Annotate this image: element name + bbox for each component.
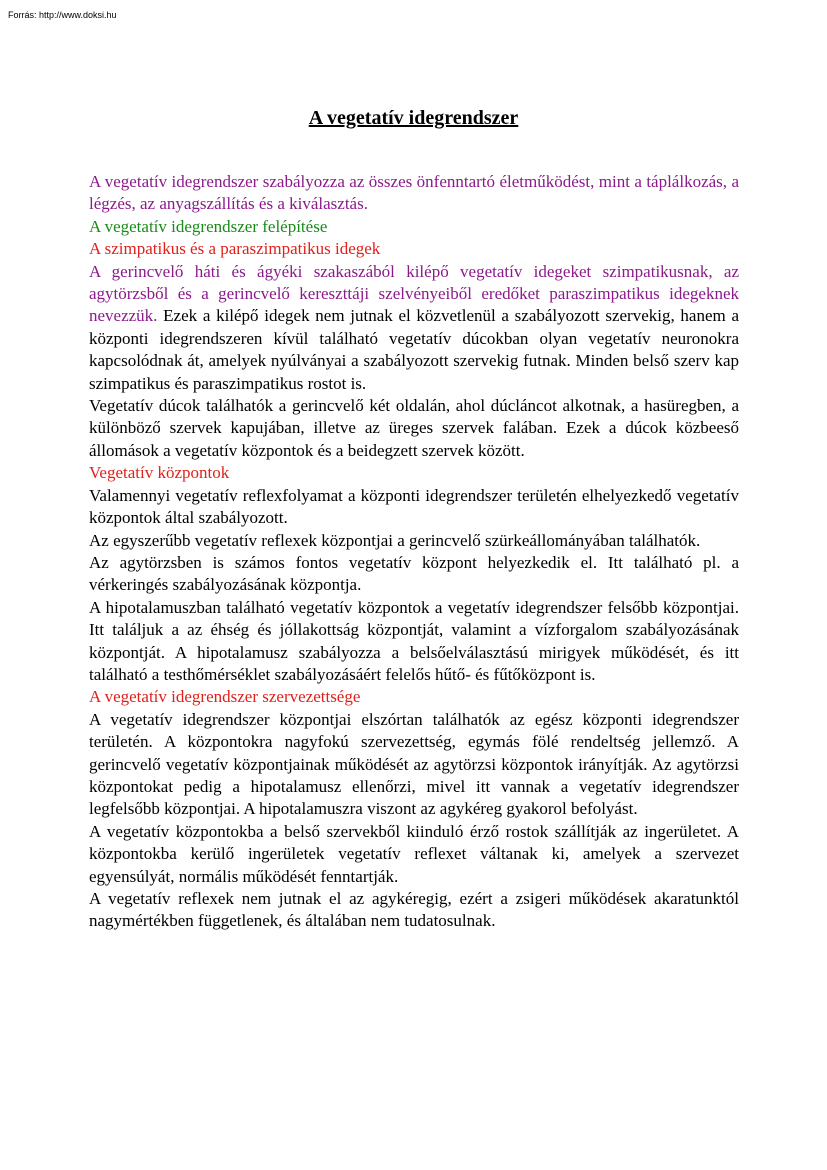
- heading-organization: A vegetatív idegrendszer szervezettsége: [89, 687, 361, 707]
- nerves-definition: A gerincvelő háti és ágyéki szakaszából kilépő vegetatív idegeket szimpatikusnak, az agytörzsből és a gerincvelő kereszttáji szelvényeiből eredőket paraszimpatikus idegeknek nevezzük.: [89, 261, 739, 326]
- heading-centers: Vegetatív központok: [89, 463, 230, 483]
- organization-paragraph: A vegetatív reflexek nem jutnak el az agykéregig, ezért a zsigeri működések akaratunktól nagymértékben függetlenek, és általában nem tudatosulnak.: [89, 889, 739, 931]
- nerves-description: Ezek a kilépő idegek nem jutnak el közvetlenül a szabályozott szervekig, hanem a központi idegrendszeren kívül található vegetatív dúcokban olyan vegetatív neuronokra kapcsolódnak át, amelyek nyúlványai a szabályozott szervekig futnak. Minden belső szerv kap szimpatikus és paraszimpatikus rostot is.: [89, 306, 739, 393]
- page-title: A vegetatív idegrendszer: [308, 107, 519, 129]
- heading-sympathetic: A szimpatikus és a paraszimpatikus idegek: [89, 239, 381, 259]
- organization-paragraph: A vegetatív központokba a belső szervekből kiinduló érző rostok szállítják az ingerületet. A központokba kerülő ingerületek vegetatív reflexet váltanak ki, amelyek a szervezet egyensúlyát, normális működését fenntartják.: [89, 821, 739, 886]
- centers-paragraph: Az agytörzsben is számos fontos vegetatív központ helyezkedik el. Itt található pl. a vérkeringés szabályozásának központja.: [89, 552, 739, 595]
- source-url: Forrás: http://www.doksi.hu: [8, 10, 117, 20]
- ganglia-paragraph: Vegetatív dúcok találhatók a gerincvelő két oldalán, ahol dúcláncot alkotnak, a hasüregben, a különböző szervek kapujában, illetve az üreges szervek falában. Ezek a dúcok közbeeső állomások a vegetatív központok és a beidegzett szervek között.: [89, 396, 739, 460]
- document-body: [89, 171, 739, 933]
- heading-structure: A vegetatív idegrendszer felépítése: [89, 216, 328, 236]
- organization-paragraph: A vegetatív idegrendszer központjai elszórtan találhatók az egész központi idegrendszer területén. A központokra nagyfokú szervezettség, egymás fölé rendeltség jellemző. A gerincvelő vegetatív központjainak működését az agytörzsi központok irányítják. Az agytörzsi központokat pedig a hipotalamusz ellenőrzi, mivel itt vannak a vegetatív idegrendszer legfelsőbb központjai. A hipotalamuszra viszont az agykéreg gyakorol befolyást.: [89, 709, 739, 819]
- centers-paragraph: A hipotalamuszban található vegetatív központok a vegetatív idegrendszer felsőbb központjai. Itt találjuk a az éhség és jóllakottság központját, valamint a vízforgalom szabályozásának központját. A hipotalamusz szabályozza a belsőelválasztású mirigyek működését, és itt található a testhőmérséklet szabályozásáért felelős hűtő- és fűtőközpont is.: [89, 597, 739, 684]
- nerves-paragraph: [89, 261, 739, 395]
- centers-paragraph: Az egyszerűbb vegetatív reflexek központjai a gerincvelő szürkeállományában találhatók.: [89, 530, 701, 550]
- intro-paragraph: A vegetatív idegrendszer szabályozza az összes önfenntartó életműködést, mint a táplálkozás, a légzés, az anyagszállítás és a kiválasztás.: [89, 172, 739, 214]
- centers-paragraph: Valamennyi vegetatív reflexfolyamat a központi idegrendszer területén elhelyezkedő vegetatív központok által szabályozott.: [89, 485, 739, 528]
